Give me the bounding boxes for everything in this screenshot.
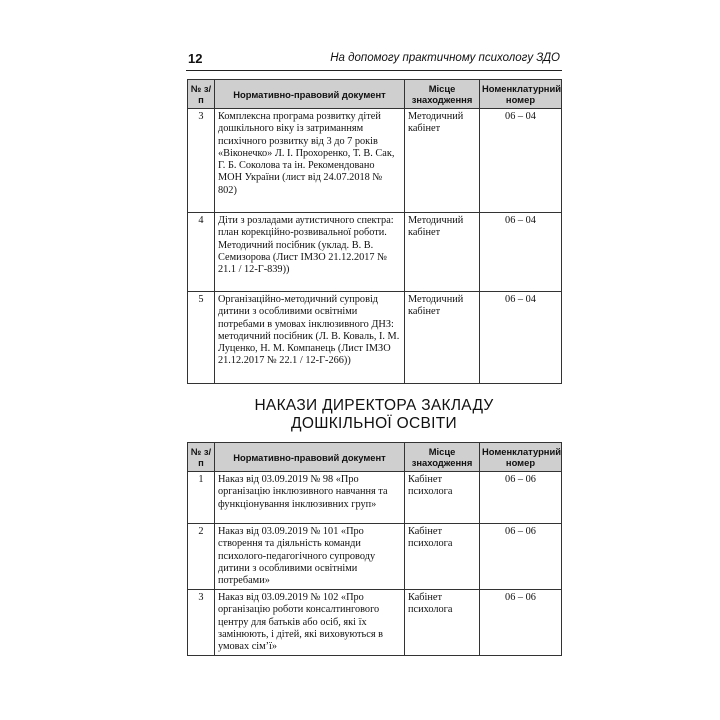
row-document: Комплексна програма розвитку дітей дошкільного віку із затриманням психічного розвитку від 3 до 7 років «Віконечко» Л. І. Прохоренко, Т. В. Сак, Г. Б. Соколова та ін. Рекомендовано МОН України (лист від 24.07.2018 № 802) bbox=[215, 109, 405, 213]
table-row bbox=[188, 292, 562, 384]
row-number: 4 bbox=[188, 213, 215, 292]
table-row bbox=[188, 524, 562, 590]
table-row bbox=[188, 590, 562, 656]
row-location: Кабінет психолога bbox=[405, 590, 480, 656]
table-row bbox=[188, 213, 562, 292]
row-code: 06 – 04 bbox=[480, 213, 562, 292]
row-code: 06 – 06 bbox=[480, 524, 562, 590]
table-header-row bbox=[188, 80, 562, 109]
column-header-location: Місце знаходження bbox=[405, 443, 480, 472]
row-location: Кабінет психолога bbox=[405, 524, 480, 590]
documents-table-methodical bbox=[187, 79, 562, 384]
row-document: Наказ від 03.09.2019 № 102 «Про організацію роботи консалтингового центру для батьків або осіб, які їх замінюють, і дітей, які виховуються в умовах сім’ї» bbox=[215, 590, 405, 656]
row-code: 06 – 06 bbox=[480, 590, 562, 656]
page-number: 12 bbox=[188, 51, 203, 66]
row-document: Наказ від 03.09.2019 № 98 «Про організацію інклюзивного навчання та функціонування інклюзивних груп» bbox=[215, 472, 405, 524]
row-location: Методичний кабінет bbox=[405, 292, 480, 384]
section-title bbox=[186, 397, 562, 433]
row-location: Методичний кабінет bbox=[405, 109, 480, 213]
row-number: 1 bbox=[188, 472, 215, 524]
table-header-row bbox=[188, 443, 562, 472]
column-header-num: № з/п bbox=[188, 443, 215, 472]
column-header-code: Номенклатурний номер bbox=[480, 443, 562, 472]
row-number: 2 bbox=[188, 524, 215, 590]
table-row bbox=[188, 472, 562, 524]
row-document: Наказ від 03.09.2019 № 101 «Про створення та діяльність команди психолого-педагогічного супроводу дитини з особливими освітніми потребами» bbox=[215, 524, 405, 590]
row-document: Діти з розладами аутистичного спектра: план корекційно-розвивальної роботи. Методичний посібник (уклад. В. В. Семизорова (Лист ІМЗО 21.12.2017 № 21.1 / 12-Г-839)) bbox=[215, 213, 405, 292]
row-number: 5 bbox=[188, 292, 215, 384]
row-number: 3 bbox=[188, 590, 215, 656]
row-location: Кабінет психолога bbox=[405, 472, 480, 524]
column-header-num: № з/п bbox=[188, 80, 215, 109]
row-document: Організаційно-методичний супровід дитини з особливими освітніми потребами в умовах інклюзивного ДНЗ: методичний посібник (Л. В. Коваль, І. М. Луценко, Н. М. Компанець (Лист ІМЗО 21.12.2017 № 22.1 / 12-Г-266)) bbox=[215, 292, 405, 384]
book-title: На допомогу практичному психологу ЗДО bbox=[330, 52, 560, 64]
section-title-line1: НАКАЗИ ДИРЕКТОРА ЗАКЛАДУ bbox=[254, 397, 494, 414]
row-code: 06 – 04 bbox=[480, 109, 562, 213]
column-header-code: Номенклатурний номер bbox=[480, 80, 562, 109]
column-header-location: Місце знаходження bbox=[405, 80, 480, 109]
row-number: 3 bbox=[188, 109, 215, 213]
row-code: 06 – 06 bbox=[480, 472, 562, 524]
column-header-document: Нормативно-правовий документ bbox=[215, 80, 405, 109]
documents-table-orders bbox=[187, 442, 562, 656]
row-code: 06 – 04 bbox=[480, 292, 562, 384]
row-location: Методичний кабінет bbox=[405, 213, 480, 292]
column-header-document: Нормативно-правовий документ bbox=[215, 443, 405, 472]
table-row bbox=[188, 109, 562, 213]
section-title-line2: ДОШКІЛЬНОЇ ОСВІТИ bbox=[291, 415, 457, 432]
running-header bbox=[186, 50, 562, 71]
